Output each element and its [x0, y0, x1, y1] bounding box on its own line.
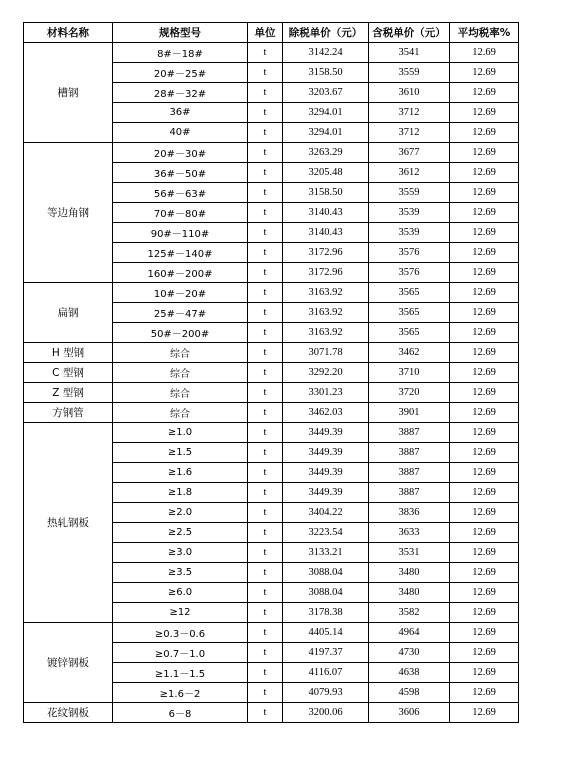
spec-cell: 50#－200#	[113, 323, 248, 343]
spec-cell: 25#－47#	[113, 303, 248, 323]
unit-cell: t	[248, 183, 283, 203]
spec-cell: 20#－30#	[113, 143, 248, 163]
tax-rate-cell: 12.69	[450, 663, 519, 683]
table-row	[24, 363, 519, 383]
spec-cell: 综合	[113, 403, 248, 423]
price-ex-tax-cell: 3163.92	[283, 303, 369, 323]
unit-cell: t	[248, 623, 283, 643]
spec-cell: ≥2.5	[113, 523, 248, 543]
price-ex-tax-cell: 3449.39	[283, 423, 369, 443]
price-inc-tax-cell: 3539	[369, 223, 450, 243]
price-inc-tax-cell: 3836	[369, 503, 450, 523]
unit-cell: t	[248, 603, 283, 623]
table-row	[24, 703, 519, 723]
price-inc-tax-cell: 3582	[369, 603, 450, 623]
tax-rate-cell: 12.69	[450, 203, 519, 223]
price-inc-tax-cell: 4964	[369, 623, 450, 643]
unit-cell: t	[248, 483, 283, 503]
header-unit: 单位	[248, 23, 283, 43]
price-ex-tax-cell: 3203.67	[283, 83, 369, 103]
material-name-cell: 扁钢	[24, 283, 113, 343]
price-inc-tax-cell: 3610	[369, 83, 450, 103]
unit-cell: t	[248, 83, 283, 103]
price-ex-tax-cell: 4116.07	[283, 663, 369, 683]
spec-cell: 40#	[113, 123, 248, 143]
price-ex-tax-cell: 3462.03	[283, 403, 369, 423]
tax-rate-cell: 12.69	[450, 483, 519, 503]
spec-cell: 36#	[113, 103, 248, 123]
spec-cell: 综合	[113, 343, 248, 363]
material-name-cell: 热轧钢板	[24, 423, 113, 623]
price-ex-tax-cell: 3071.78	[283, 343, 369, 363]
spec-cell: 20#－25#	[113, 63, 248, 83]
price-inc-tax-cell: 3887	[369, 443, 450, 463]
spec-cell: 56#－63#	[113, 183, 248, 203]
unit-cell: t	[248, 263, 283, 283]
tax-rate-cell: 12.69	[450, 383, 519, 403]
price-inc-tax-cell: 3633	[369, 523, 450, 543]
header-row	[24, 23, 519, 43]
price-inc-tax-cell: 3901	[369, 403, 450, 423]
tax-rate-cell: 12.69	[450, 323, 519, 343]
unit-cell: t	[248, 283, 283, 303]
tax-rate-cell: 12.69	[450, 683, 519, 703]
price-inc-tax-cell: 3712	[369, 123, 450, 143]
tax-rate-cell: 12.69	[450, 163, 519, 183]
spec-cell: ≥1.1－1.5	[113, 663, 248, 683]
price-ex-tax-cell: 3294.01	[283, 103, 369, 123]
price-ex-tax-cell: 3449.39	[283, 443, 369, 463]
tax-rate-cell: 12.69	[450, 403, 519, 423]
tax-rate-cell: 12.69	[450, 283, 519, 303]
tax-rate-cell: 12.69	[450, 643, 519, 663]
tax-rate-cell: 12.69	[450, 143, 519, 163]
tax-rate-cell: 12.69	[450, 263, 519, 283]
table-row	[24, 143, 519, 163]
unit-cell: t	[248, 563, 283, 583]
unit-cell: t	[248, 703, 283, 723]
price-ex-tax-cell: 3163.92	[283, 283, 369, 303]
tax-rate-cell: 12.69	[450, 43, 519, 63]
header-price-inc-tax: 含税单价（元）	[369, 23, 450, 43]
tax-rate-cell: 12.69	[450, 443, 519, 463]
price-inc-tax-cell: 3887	[369, 483, 450, 503]
table-row	[24, 283, 519, 303]
spec-cell: ≥1.5	[113, 443, 248, 463]
material-name-cell: C 型钢	[24, 363, 113, 383]
tax-rate-cell: 12.69	[450, 343, 519, 363]
tax-rate-cell: 12.69	[450, 183, 519, 203]
price-inc-tax-cell: 3559	[369, 183, 450, 203]
spec-cell: 综合	[113, 363, 248, 383]
spec-cell: ≥1.8	[113, 483, 248, 503]
spec-cell: ≥1.6	[113, 463, 248, 483]
unit-cell: t	[248, 663, 283, 683]
unit-cell: t	[248, 363, 283, 383]
material-name-cell: 槽钢	[24, 43, 113, 143]
tax-rate-cell: 12.69	[450, 303, 519, 323]
tax-rate-cell: 12.69	[450, 223, 519, 243]
unit-cell: t	[248, 503, 283, 523]
material-name-cell: 花纹钢板	[24, 703, 113, 723]
unit-cell: t	[248, 643, 283, 663]
spec-cell: 160#－200#	[113, 263, 248, 283]
unit-cell: t	[248, 123, 283, 143]
spec-cell: ≥1.6－2	[113, 683, 248, 703]
unit-cell: t	[248, 203, 283, 223]
material-name-cell: H 型钢	[24, 343, 113, 363]
price-ex-tax-cell: 3133.21	[283, 543, 369, 563]
unit-cell: t	[248, 443, 283, 463]
price-ex-tax-cell: 3292.20	[283, 363, 369, 383]
tax-rate-cell: 12.69	[450, 123, 519, 143]
price-inc-tax-cell: 3565	[369, 323, 450, 343]
spec-cell: ≥1.0	[113, 423, 248, 443]
price-inc-tax-cell: 4638	[369, 663, 450, 683]
price-ex-tax-cell: 3088.04	[283, 583, 369, 603]
price-ex-tax-cell: 3404.22	[283, 503, 369, 523]
unit-cell: t	[248, 243, 283, 263]
unit-cell: t	[248, 223, 283, 243]
steel-price-table	[23, 22, 519, 723]
price-ex-tax-cell: 4405.14	[283, 623, 369, 643]
tax-rate-cell: 12.69	[450, 503, 519, 523]
tax-rate-cell: 12.69	[450, 523, 519, 543]
spec-cell: ≥12	[113, 603, 248, 623]
tax-rate-cell: 12.69	[450, 603, 519, 623]
price-inc-tax-cell: 3576	[369, 263, 450, 283]
price-ex-tax-cell: 3158.50	[283, 63, 369, 83]
tax-rate-cell: 12.69	[450, 563, 519, 583]
price-inc-tax-cell: 3539	[369, 203, 450, 223]
price-inc-tax-cell: 3677	[369, 143, 450, 163]
material-name-cell: 方钢管	[24, 403, 113, 423]
tax-rate-cell: 12.69	[450, 103, 519, 123]
price-ex-tax-cell: 3205.48	[283, 163, 369, 183]
price-inc-tax-cell: 3565	[369, 303, 450, 323]
tax-rate-cell: 12.69	[450, 63, 519, 83]
price-inc-tax-cell: 3710	[369, 363, 450, 383]
price-inc-tax-cell: 3612	[369, 163, 450, 183]
unit-cell: t	[248, 523, 283, 543]
spec-cell: ≥6.0	[113, 583, 248, 603]
material-name-cell: 镀锌钢板	[24, 623, 113, 703]
unit-cell: t	[248, 543, 283, 563]
price-ex-tax-cell: 4197.37	[283, 643, 369, 663]
price-inc-tax-cell: 3565	[369, 283, 450, 303]
spec-cell: ≥3.5	[113, 563, 248, 583]
price-inc-tax-cell: 3462	[369, 343, 450, 363]
tax-rate-cell: 12.69	[450, 543, 519, 563]
table-row	[24, 623, 519, 643]
spec-cell: 6－8	[113, 703, 248, 723]
spec-cell: ≥3.0	[113, 543, 248, 563]
spec-cell: 90#－110#	[113, 223, 248, 243]
material-name-cell: 等边角钢	[24, 143, 113, 283]
spec-cell: 综合	[113, 383, 248, 403]
unit-cell: t	[248, 463, 283, 483]
spec-cell: ≥0.3－0.6	[113, 623, 248, 643]
unit-cell: t	[248, 683, 283, 703]
unit-cell: t	[248, 43, 283, 63]
unit-cell: t	[248, 103, 283, 123]
unit-cell: t	[248, 383, 283, 403]
price-ex-tax-cell: 3294.01	[283, 123, 369, 143]
price-ex-tax-cell: 3158.50	[283, 183, 369, 203]
price-inc-tax-cell: 3887	[369, 423, 450, 443]
price-ex-tax-cell: 3172.96	[283, 263, 369, 283]
price-ex-tax-cell: 3223.54	[283, 523, 369, 543]
unit-cell: t	[248, 163, 283, 183]
tax-rate-cell: 12.69	[450, 623, 519, 643]
price-inc-tax-cell: 4598	[369, 683, 450, 703]
unit-cell: t	[248, 303, 283, 323]
spec-cell: 28#－32#	[113, 83, 248, 103]
table-row	[24, 423, 519, 443]
price-inc-tax-cell: 3712	[369, 103, 450, 123]
tax-rate-cell: 12.69	[450, 703, 519, 723]
price-ex-tax-cell: 3140.43	[283, 223, 369, 243]
tax-rate-cell: 12.69	[450, 363, 519, 383]
table-row	[24, 403, 519, 423]
price-ex-tax-cell: 3263.29	[283, 143, 369, 163]
spec-cell: 10#－20#	[113, 283, 248, 303]
price-ex-tax-cell: 3178.38	[283, 603, 369, 623]
tax-rate-cell: 12.69	[450, 243, 519, 263]
unit-cell: t	[248, 423, 283, 443]
price-ex-tax-cell: 3301.23	[283, 383, 369, 403]
price-ex-tax-cell: 3449.39	[283, 463, 369, 483]
unit-cell: t	[248, 323, 283, 343]
unit-cell: t	[248, 403, 283, 423]
price-ex-tax-cell: 3142.24	[283, 43, 369, 63]
spec-cell: 8#－18#	[113, 43, 248, 63]
price-ex-tax-cell: 4079.93	[283, 683, 369, 703]
price-ex-tax-cell: 3449.39	[283, 483, 369, 503]
price-ex-tax-cell: 3088.04	[283, 563, 369, 583]
price-inc-tax-cell: 3576	[369, 243, 450, 263]
unit-cell: t	[248, 143, 283, 163]
price-inc-tax-cell: 3606	[369, 703, 450, 723]
table-row	[24, 343, 519, 363]
tax-rate-cell: 12.69	[450, 583, 519, 603]
tax-rate-cell: 12.69	[450, 83, 519, 103]
material-name-cell: Z 型钢	[24, 383, 113, 403]
table-row	[24, 383, 519, 403]
unit-cell: t	[248, 583, 283, 603]
unit-cell: t	[248, 63, 283, 83]
price-sheet	[23, 22, 518, 723]
spec-cell: 125#－140#	[113, 243, 248, 263]
table-body	[24, 43, 519, 723]
price-ex-tax-cell: 3140.43	[283, 203, 369, 223]
spec-cell: ≥0.7－1.0	[113, 643, 248, 663]
unit-cell: t	[248, 343, 283, 363]
header-material-name: 材料名称	[24, 23, 113, 43]
price-inc-tax-cell: 3887	[369, 463, 450, 483]
table-row	[24, 43, 519, 63]
price-inc-tax-cell: 3480	[369, 563, 450, 583]
spec-cell: 70#－80#	[113, 203, 248, 223]
price-inc-tax-cell: 3480	[369, 583, 450, 603]
header-price-ex-tax: 除税单价（元）	[283, 23, 369, 43]
price-inc-tax-cell: 4730	[369, 643, 450, 663]
price-ex-tax-cell: 3200.06	[283, 703, 369, 723]
price-ex-tax-cell: 3172.96	[283, 243, 369, 263]
spec-cell: 36#－50#	[113, 163, 248, 183]
price-inc-tax-cell: 3559	[369, 63, 450, 83]
tax-rate-cell: 12.69	[450, 423, 519, 443]
header-spec-model: 规格型号	[113, 23, 248, 43]
price-inc-tax-cell: 3720	[369, 383, 450, 403]
price-ex-tax-cell: 3163.92	[283, 323, 369, 343]
header-avg-tax-rate: 平均税率%	[450, 23, 519, 43]
tax-rate-cell: 12.69	[450, 463, 519, 483]
spec-cell: ≥2.0	[113, 503, 248, 523]
price-inc-tax-cell: 3541	[369, 43, 450, 63]
price-inc-tax-cell: 3531	[369, 543, 450, 563]
